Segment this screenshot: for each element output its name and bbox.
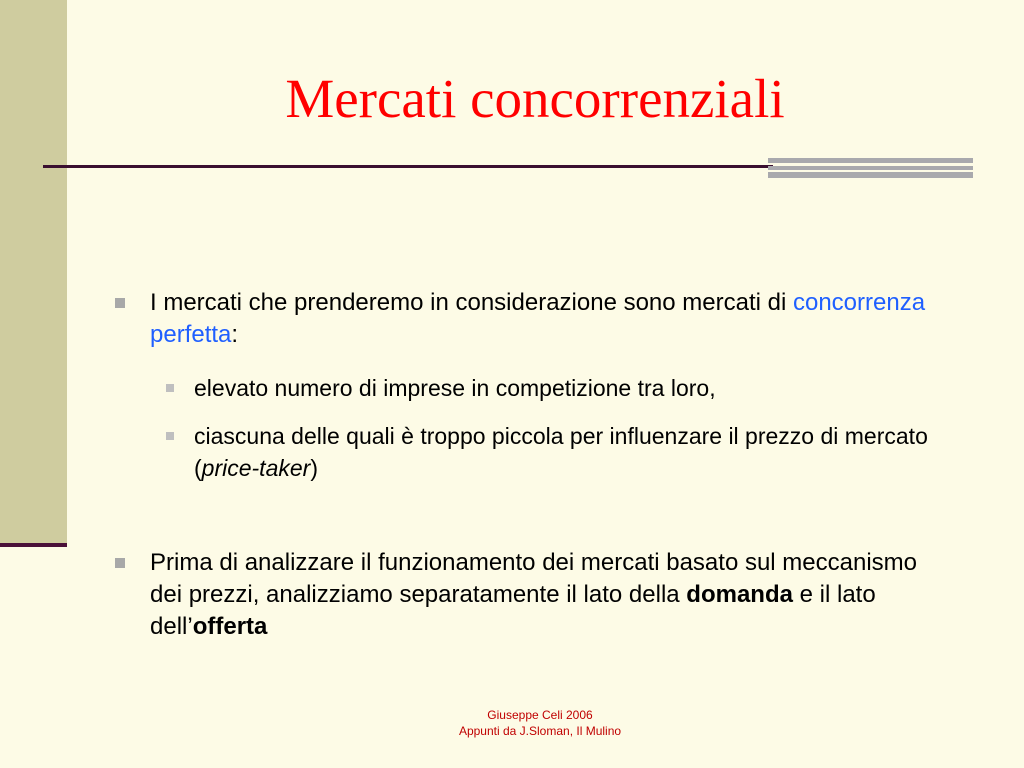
subbullet-price-taker — [194, 420, 954, 484]
bullet-text: : — [231, 321, 239, 348]
square-bullet-icon — [115, 298, 125, 308]
square-bullet-icon — [115, 558, 125, 568]
bullet-text: e il lato dell’ — [150, 581, 876, 640]
bullet-text: Prima di analizzare il funzionamento dei mercati basato sul meccanismo dei prezzi, analizziamo separatamente il lato della — [150, 549, 918, 608]
square-bullet-icon — [166, 384, 174, 392]
subbullet-text: elevato numero di imprese in competizione tra loro, — [194, 375, 716, 401]
square-bullet-icon — [166, 432, 174, 440]
subbullet-text: ) — [310, 455, 318, 481]
bullet-demand-supply — [150, 547, 950, 643]
slide-footer — [400, 707, 680, 739]
bullet-bold-supply: offerta — [192, 613, 268, 640]
subbullet-italic: price-taker — [201, 455, 311, 481]
bullet-bold-demand: domanda — [686, 581, 793, 608]
bullet-text: I mercati che prenderemo in considerazione sono mercati di — [150, 289, 793, 316]
subbullet-text: ciascuna delle quali è troppo piccola per influenzare il prezzo di mercato ( — [194, 423, 928, 481]
bullet-perfect-competition — [150, 287, 950, 351]
subbullet-many-firms — [194, 372, 954, 404]
slide-title: Mercati concorrenziali — [285, 68, 785, 129]
footer-source: Appunti da J.Sloman, Il Mulino — [458, 724, 622, 738]
footer-author: Giuseppe Celi 2006 — [487, 708, 593, 722]
bullet-highlight: concorrenza perfetta — [150, 289, 926, 348]
